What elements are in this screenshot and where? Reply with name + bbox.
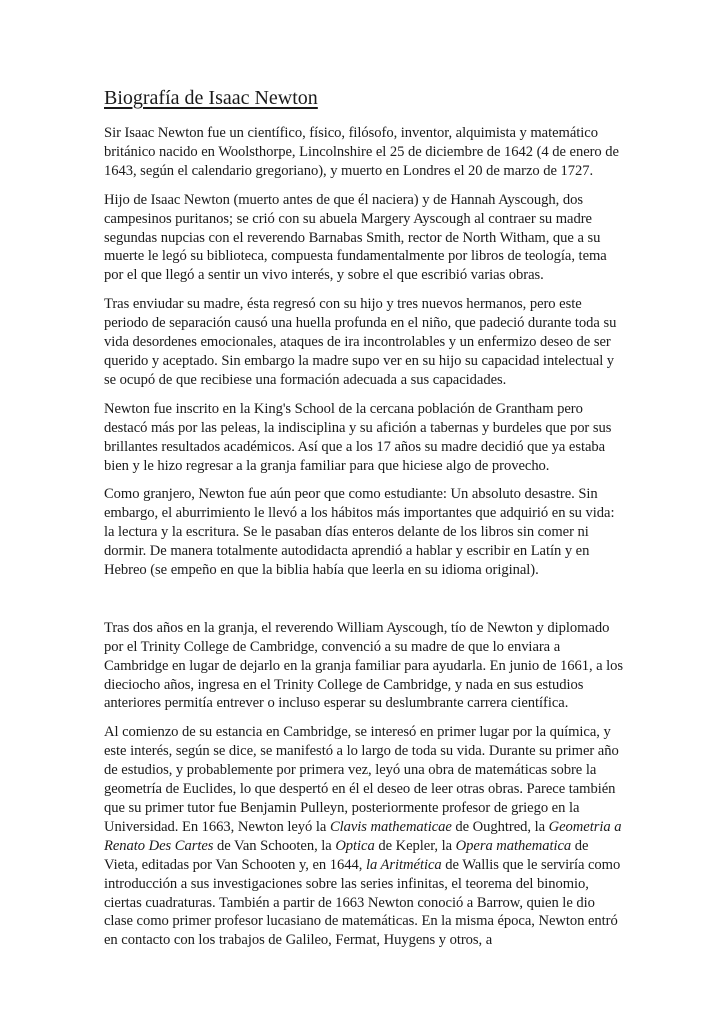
text-run: de Oughtred, la [451,818,549,835]
paragraph-studies [104,723,624,950]
book-title: Optica [335,837,375,854]
paragraph-family: Hijo de Isaac Newton (muerto antes de que él naciera) y de Hannah Ayscough, dos campesinos puritanos; se crió con su abuela Margery Ayscough al contraer su madre segundas nupcias con el reverendo Barnabas Smith, rector de North Witham, que a su muerte le legó su biblioteca, compuesta fundamentalmente por libros de teología, tema por el que llegó a sentir un vivo interés, y sobre el que escribió varias obras. [104,191,607,284]
book-title: Geometria a Renato Des Cartes [104,818,622,854]
text-run: de Wallis que le serviría como introducción a sus investigaciones sobre las series infinitas, el teorema del binomio, ciertas cuadraturas. También a partir de 1663 Newton conoció a Barrow, quien le dio clase como primer profesor lucasiano de matemáticas. En la misma época, Newton entró en contacto con los trabajos de Galileo, Fermat, Huygens y otros, a [104,856,621,949]
text-run: de Kepler, la [374,837,456,854]
paragraph-farmer: Como granjero, Newton fue aún peor que como estudiante: Un absoluto desastre. Sin embargo, el aburrimiento le llevó a los hábitos más importantes que adquirió en su vida: la lectura y la escritura. Se le pasaban días enteros delante de los libros sin comer ni dormir. De manera totalmente autodidacta aprendió a hablar y escribir en Latín y en Hebreo (se empeño en que la biblia había que leerla en su idioma original). [104,486,615,579]
book-title: Opera mathematica [455,837,572,854]
document-title: Biografía de Isaac Newton [104,87,318,109]
paragraph-school: Newton fue inscrito en la King's School de la cercana población de Grantham pero destacó más por las peleas, la indisciplina y su afición a tabernas y burdeles que por sus brillantes resultados académicos. Así que a los 17 años su madre decidió que ya estaba bien y le hizo regresar a la granja familiar para que hiciese algo de provecho. [104,400,612,474]
paragraph-intro: Sir Isaac Newton fue un científico, físico, filósofo, inventor, alquimista y matemático británico nacido en Woolsthorpe, Lincolnshire el 25 de diciembre de 1642 (4 de enero de 1643, según el calendario gregoriano), y muerto en Londres el 20 de marzo de 1727. [104,125,619,179]
empty-paragraph [104,590,624,609]
paragraph-childhood: Tras enviudar su madre, ésta regresó con su hijo y tres nuevos hermanos, pero este periodo de separación causó una huella profunda en el niño, que padeció durante toda su vida desordenes emocionales, ataques de ira incontrolables y un enfermizo deseo de ser querido y aceptado. Sin embargo la madre supo ver en su hijo su capacidad intelectual y se ocupó de que recibiese una formación adecuada a sus capacidades. [104,296,617,388]
paragraph-cambridge: Tras dos años en la granja, el reverendo William Ayscough, tío de Newton y diplomado por el Trinity College de Cambridge, convenció a su madre de que lo enviara a Cambridge en lugar de dejarlo en la granja familiar para ayudarla. En junio de 1661, a los dieciocho años, ingresa en el Trinity College de Cambridge, y nada en sus estudios anteriores permitía entrever o incluso esperar su deslumbrante carrera científica. [104,619,624,712]
document-page [104,84,624,960]
text-run: de Van Schooten, la [213,837,336,854]
book-title: Clavis mathematicae [329,818,452,835]
book-title: la Aritmética [365,856,442,873]
text-run: Al comienzo de su estancia en Cambridge, se interesó en primer lugar por la química, y este interés, según se dice, se manifestó a lo largo de toda su vida. Durante su primer año de estudios, y probablemente por primera vez, leyó una obra de matemáticas sobre la geometría de Euclides, lo que despertó en él el deseo de leer otras obras. Parece también que su primer tutor fue Benjamin Pulleyn, posteriormente profesor de griego en la Universidad. En 1663, Newton leyó la [104,724,619,835]
text-run: de Vieta, editadas por Van Schooten y, en 1644, [104,837,589,873]
